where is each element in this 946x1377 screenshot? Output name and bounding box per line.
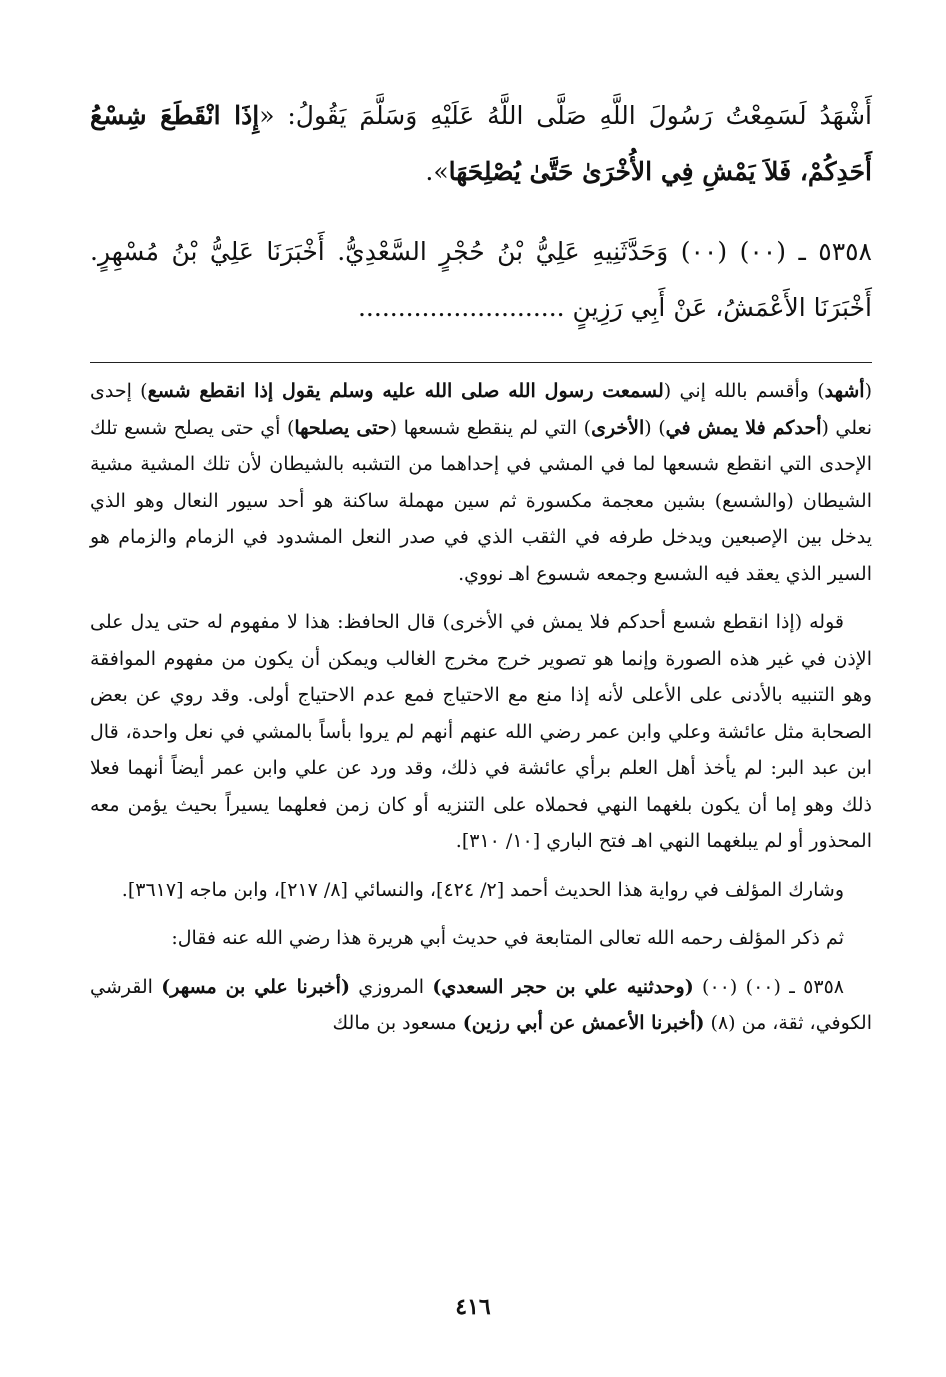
- commentary-text-5: ) أي حتى يصلح شسع تلك الإحدى التي انقطع شسعها لما في المشي في إحداهما من التشبه بالشيطان لأن تلك المشية مشية الشيطان (والشسع) بشين معجمة مكسورة ثم سين مهملة ساكنة هو أحد سيور النعال وهو الذي يدخل بين الإصبعين ويدخل طرفه في الثقب الذي في صدر النعل المشدود في الزمام والزمام هو السير الذي يعقد فيه الشسع وجمعه شسوع اهـ نووي.: [90, 416, 872, 585]
- isnad-bold-2: (أخبرنا علي بن مسهر): [161, 975, 350, 998]
- isnad-text-4: مسعود بن مالك: [332, 1012, 463, 1034]
- commentary-bold-3: أحدكم فلا يمش في: [665, 416, 822, 439]
- page-body: [90, 88, 872, 1054]
- footnote-divider: [90, 362, 872, 363]
- commentary-bold-5: حتى يصلحها: [294, 416, 390, 439]
- commentary-text-3: ) (: [644, 416, 666, 439]
- commentary-paragraph-4: ثم ذكر المؤلف رحمه الله تعالى المتابعة في حديث أبي هريرة هذا رضي الله عنه فقال:: [171, 927, 844, 949]
- commentary-bold-1: أشهد: [824, 380, 865, 402]
- commentary-paragraph-1: (أشهد) وأقسم بالله إني (لسمعت رسول الله صلى الله عليه وسلم يقول إذا انقطع شسع) إحدى نعلي (أحدكم فلا يمش في) (الأخرى) التي لم ينقطع شسعها (حتى يصلحها) أي حتى يصلح شسع تلك الإحدى التي انقطع شسعها لما في المشي في إحداهما من التشبه بالشيطان لأن تلك المشية مشية الشيطان (والشسع) بشين معجمة مكسورة ثم سين مهملة ساكنة هو أحد سيور النعال وهو الذي يدخل بين الإصبعين ويدخل طرفه في الثقب الذي في صدر النعل المشدود في الزمام والزمام هو السير الذي يعقد فيه الشسع وجمعه شسوع اهـ نووي.: [90, 380, 872, 585]
- commentary-text-4: ) التي لم ينقطع شسعها (: [389, 416, 592, 439]
- isnad-text-2: المروزي: [349, 975, 433, 998]
- isnad-number: ٥٣٥٨ ـ (٠٠) (٠٠): [693, 975, 844, 998]
- hadith-matn: إِذَا انْقَطَعَ شِسْعُ أَحَدِكُمْ، فَلاَ يَمْشِ فِي الأُخْرَىٰ حَتَّىٰ يُصْلِحَهَا: [90, 101, 872, 186]
- commentary-text-1: ) وأقسم بالله إني (: [663, 380, 825, 402]
- page-number: ٤١٦: [455, 1294, 491, 1320]
- hadith-text: [90, 88, 872, 200]
- commentary-paragraph-5: [90, 969, 872, 1042]
- commentary-bold-4: الأخرى: [591, 416, 645, 439]
- hadith-suffix: ».: [425, 157, 449, 186]
- hadith-prefix: أَشْهَدُ لَسَمِعْتُ رَسُولَ اللَّهِ صَلَّى اللَّهُ عَلَيْهِ وَسَلَّمَ يَقُولُ: «: [259, 101, 872, 130]
- commentary-text-2: ) إحدى نعلي (: [90, 380, 872, 439]
- isnad-bold-1: (وحدثنيه علي بن حجر السعدي): [432, 975, 694, 998]
- isnad-bold-3: (أخبرنا الأعمش عن أبي رزين): [462, 1012, 705, 1034]
- commentary-paragraph-3: وشارك المؤلف في رواية هذا الحديث أحمد [٢/ ٤٢٤]، والنسائي [٨/ ٢١٧]، وابن ماجه [٣٦١٧].: [121, 878, 844, 901]
- isnad-text: ٥٣٥٨ ـ (٠٠) (٠٠) وَحَدَّثَنِيهِ عَلِيُّ بْنُ حُجْرٍ السَّعْدِيُّ. أَخْبَرَنَا عَلِيُّ بْنُ مُسْهِرٍ. أَخْبَرَنَا الأَعْمَشُ، عَنْ أَبِي رَزِينٍ ..........................: [90, 237, 872, 322]
- commentary-paragraph-2: قوله (إذا انقطع شسع أحدكم فلا يمش في الأخرى) قال الحافظ: هذا لا مفهوم له حتى يدل على الإذن في غير هذه الصورة وإنما هو تصوير خرج مخرج الغالب ويمكن أن يكون من مفهوم الموافقة وهو التنبيه بالأدنى على الأعلى لأنه إذا منع مع الاحتياج فمع عدم الاحتياج أولى. وقد روي عن بعض الصحابة مثل عائشة وعلي وابن عمر رضي الله عنهم أنهم لم يروا بأساً بالمشي في نعل واحدة، قال ابن عبد البر: لم يأخذ أهل العلم برأي عائشة في ذلك، وقد ورد عن علي وابن عمر أيضاً أنهما فعلا ذلك وهو إما أن يكون بلغهما النهي فحملاه على التنزيه أو كان زمن فعلهما يسيراً بحيث يؤمن معه المحذور أو لم يبلغهما النهي اهـ فتح الباري [١٠/ ٣١٠].: [90, 611, 872, 852]
- isnad-text-3: القرشي الكوفي، ثقة، من (٨): [90, 975, 872, 1034]
- commentary-bold-2: لسمعت رسول الله صلى الله عليه وسلم يقول إذا انقطع شسع: [147, 380, 664, 402]
